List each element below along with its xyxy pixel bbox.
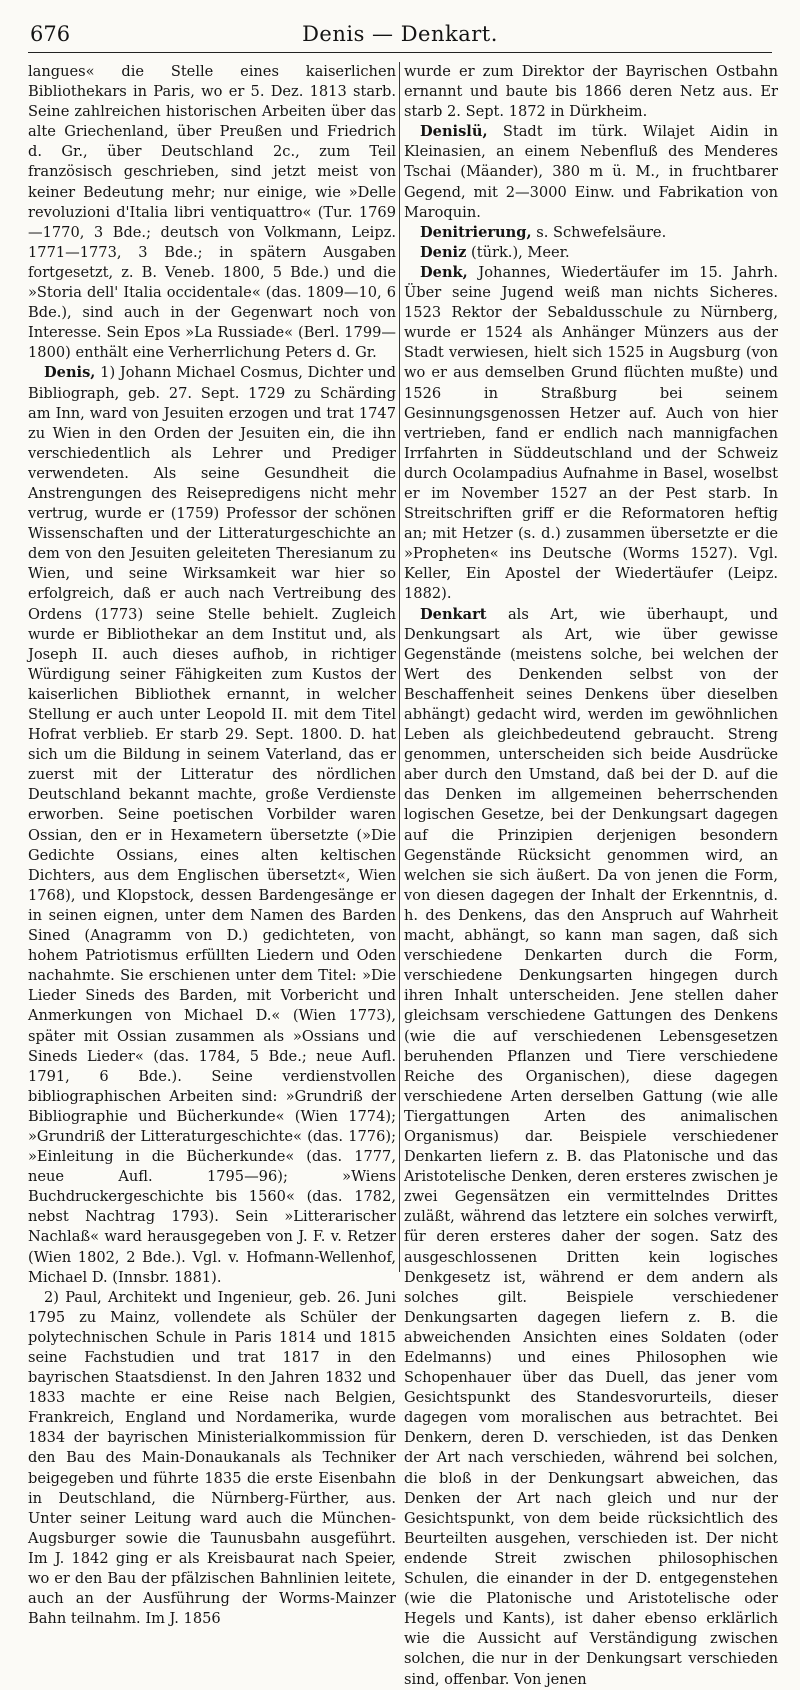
entry-denis-text: 1) Johann Michael Cosmus, Dichter und Bibliograph, geb. 27. Sept. 1729 zu Schärding am Inn, ward von Jesuiten erzogen und trat 1747 zu Wien in den Orden der Jesuiten ein, die ihn verschiedentlich als Lehrer und Prediger verwendeten. Als seine Gesundheit die Anstrengungen des Reisepredigens nicht mehr vertrug, wurde er (1759) Professor der schönen Wissenschaften und der Litteraturgeschichte an dem von den Jesuiten geleiteten Theresianum zu Wien, und seine Wirksamkeit war hier so erfolgreich, daß er auch nach Vertreibung des Ordens (1773) seine Stelle behielt. Zugleich wurde er Bibliothekar an dem Institut und, als Joseph II. auch dieses aufhob, in richtiger Würdigung seiner Fähigkeiten zum Kustos der kaiserlichen Bibliothek ernannt, in welcher Stellung er auch unter Leopold II. mit dem Titel Hofrat verblieb. Er starb 29. Sept. 1800. D. hat sich um die Bildung in seinem Vaterland, das er zuerst mit der Litteratur des nördlichen Deutschland bekannt machte, große Verdienste erworben. Seine poetischen Vorbilder waren Ossian, den er in Hexametern übersetzte (»Die Gedichte Ossians, eines alten keltischen Dichters, aus dem Englischen übersetzt«, Wien 1768), und Klopstock, dessen Bardengesänge er in seinen eignen, unter dem Namen des Barden Sined (Anagramm von D.) gedichteten, von hohem Patriotismus erfüllten Liedern und Oden nachahmte. Sie erschienen unter dem Titel: »Die Lieder Sineds des Barden, mit Vorbericht und Anmerkungen von Michael D.« (Wien 1773), später mit Ossian zusammen als »Ossians und Sineds Lieder« (das. 1784, 5 Bde.; neue Aufl. 1791, 6 Bde.). Seine verdienstvollen bibliographischen Arbeiten sind: »Grundriß der Bibliographie und Bücherkunde« (Wien 1774); »Grundriß der Litteraturgeschichte« (das. 1776); »Einleitung in die Bücherkunde« (das. 1777, neue Aufl. 1795—96); »Wiens Buchdruckergeschichte bis 1560« (das. 1782, nebst Nachtrag 1793). Sein »Litterarischer Nachlaß« ward herausgegeben von J. F. v. Retzer (Wien 1802, 2 Bde.). Vgl. v. Hofmann-Wellenhof, Michael D. (Innsbr. 1881). (28, 364, 396, 1286)
entry-denis-paul: 2) Paul, Architekt und Ingenieur, geb. 26. Juni 1795 zu Mainz, vollendete als Schüler der polytechnischen Schule in Paris 1814 und 1815 seine Fachstudien und trat 1817 in den bayrischen Staatsdienst. In den Jahren 1832 und 1833 machte er eine Reise nach Belgien, Frankreich, England und Nordamerika, wurde 1834 der bayrischen Ministerialkommission für den Bau des Main-Donaukanals als Techniker beigegeben und führte 1835 die erste Eisenbahn in Deutschland, die Nürnberg-Fürther, aus. Unter seiner Leitung ward auch die München-Augsburger sowie die Taunusbahn ausgeführt. Im J. 1842 ging er als Kreisbaurat nach Speier, wo er den Bau der pfälzischen Bahnlinien leitete, auch an der Ausführung der Worms-Mainzer Bahn teilnahm. Im J. 1856 (28, 1288, 396, 1628)
entry-denk-text: Johannes, Wiedertäufer im 15. Jahrh. Über seine Jugend weiß man nichts Sicheres. 1523 Rektor der Sebaldusschule zu Nürnberg, wurde er 1524 als Anhänger Münzers aus der Stadt verwiesen, hielt sich 1525 in Augsburg (von wo er aus demselben Grund flüchten mußte) und 1526 in Straßburg bei seinem Gesinnungsgenossen Hetzer auf. Auch von hier vertrieben, fand er endlich nach mannigfachen Irrfahrten in Süddeutschland und der Schweiz durch Ocolampadius Aufnahme in Basel, woselbst er im November 1527 an der Pest starb. In Streitschriften griff er die Reformatoren heftig an; mit Hetzer (s. d.) zusammen übersetzte er die »Propheten« ins Deutsche (Worms 1527). Vgl. Keller, Ein Apostel der Wiedertäufer (Leipz. 1882). (404, 263, 778, 603)
headword-denk: Denk, (420, 263, 468, 281)
right-column (404, 62, 778, 1688)
entry-deniz-text: (türk.), Meer. (466, 243, 570, 261)
headword-denisluee: Denislü, (420, 123, 488, 141)
headword-denis: Denis, (44, 364, 96, 382)
entry-denisluee-text: Stadt im türk. Wilajet Aidin in Kleinasien, an einem Nebenfluß des Menderes Tschai (Mäander), 380 m ü. M., in fruchtbarer Gegend, mit 2—3000 Einw. und Fabrikation von Maroquin. (404, 123, 778, 221)
headword-denitrierung: Denitrierung, (420, 223, 532, 241)
entry-denis (28, 363, 396, 1287)
page-number: 676 (30, 22, 71, 46)
entry-denk (404, 263, 778, 605)
entry-denkart (404, 605, 778, 1690)
headword-denkart: Denkart (420, 605, 487, 623)
paragraph-continuation-right: wurde er zum Direktor der Bayrischen Ostbahn ernannt und baute bis 1866 deren Netz aus. Er starb 2. Sept. 1872 in Dürkheim. (404, 63, 778, 121)
entry-denitrierung (404, 223, 778, 243)
paragraph-continuation: langues« die Stelle eines kaiserlichen Bibliothekars in Paris, wo er 5. Dez. 1813 starb. Seine zahlreichen historischen Arbeiten über das alte Griechenland, über Preußen und Friedrich d. Gr., über Deutschland 2c., zum Teil französisch geschrieben, sind jetzt meist von keiner Bedeutung mehr; nur einige, wie »Delle revoluzioni d'Italia libri ventiquattro« (Tur. 1769—1770, 3 Bde.; deutsch von Volkmann, Leipz. 1771—1773, 3 Bde.; in spätern Ausgaben fortgesetzt, z. B. Veneb. 1800, 5 Bde.) und die »Storia dell' Italia occidentale« (das. 1809—10, 6 Bde.), sind auch in der Gegenwart noch von Interesse. Sein Epos »La Russiade« (Berl. 1799—1800) enthält eine Verherrlichung Peters d. Gr. (28, 63, 396, 362)
entry-denisluee (404, 122, 778, 222)
left-column (28, 62, 396, 1680)
entry-denkart-text: als Art, wie überhaupt, und Denkungsart als Art, wie über gewisse Gegenstände (meistens solche, bei welchen der Wert des Denkenden selbst von der Beschaffenheit seines Denkens über dieselben abhängt) gedacht wird, werden im gewöhnlichen Leben als gleichbedeutend gebraucht. Streng genommen, unterscheiden sich beide Ausdrücke aber durch den Umstand, daß bei der D. auf die das Denken im allgemeinen beherrschenden logischen Gesetze, bei der Denkungsart dagegen auf die Prinzipien derjenigen besondern Gegenstände Rücksicht genommen wird, an welchen sie sich äußert. Da von jenen die Form, von diesen dagegen der Inhalt der Erkenntnis, d. h. des Denkens, das den Anspruch auf Wahrheit macht, abhängt, so kann man sagen, daß sich verschiedene Denkarten durch die Form, verschiedene Denkungsarten hingegen durch ihren Inhalt unterscheiden. Jene stellen daher gleichsam verschiedene Gattungen des Denkens (wie die auf verschiedenen Lebensgesetzen beruhenden Pflanzen und Tiere verschiedene Reiche des Organischen), diese dagegen verschiedene Arten derselben Gattung (wie alle Tiergattungen Arten des animalischen Organismus) dar. Beispiele verschiedener Denkarten liefern z. B. das Platonische und das Aristotelische Denken, deren ersteres zwischen je zwei Gegensätzen ein vermittelndes Drittes zuläßt, während das letztere ein solches verwirft, für deren ersteres daher der sogen. Satz des ausgeschlossenen Dritten kein logisches Denkgesetz ist, während er dem andern als solches gilt. Beispiele verschiedener Denkungsarten dagegen liefern z. B. die abweichenden Ansichten eines Soldaten (oder Edelmanns) und eines Philosophen wie Schopenhauer über das Duell, das jener vom Gesichtspunkt des Standesvorurteils, dieser dagegen vom moralischen aus betrachtet. Bei Denkern, deren D. verschieden, ist das Denken der Art nach verschieden, während bei solchen, die bloß in der Denkungsart abweichen, das Denken der Art nach gleich und nur der Gesichtspunkt, von dem beide rücksichtlich des Beurteilten ausgehen, verschieden ist. Der nicht endende Streit zwischen philosophischen Schulen, die einander in der D. entgegenstehen (wie die Platonische und Aristotelische oder Hegels und Kants), ist daher ebenso erklärlich wie die Aussicht auf Verständigung zwischen solchen, die nur in der Denkungsart verschieden sind, offenbar. Von jenen (404, 605, 778, 1688)
entry-deniz (404, 243, 778, 263)
text-columns (28, 62, 778, 1688)
page-header (28, 14, 772, 53)
entry-denitrierung-text: s. Schwefelsäure. (531, 223, 667, 241)
running-head: Denis — Denkart. (302, 22, 498, 46)
headword-deniz: Deniz (420, 243, 467, 261)
column-rule (399, 62, 400, 1272)
